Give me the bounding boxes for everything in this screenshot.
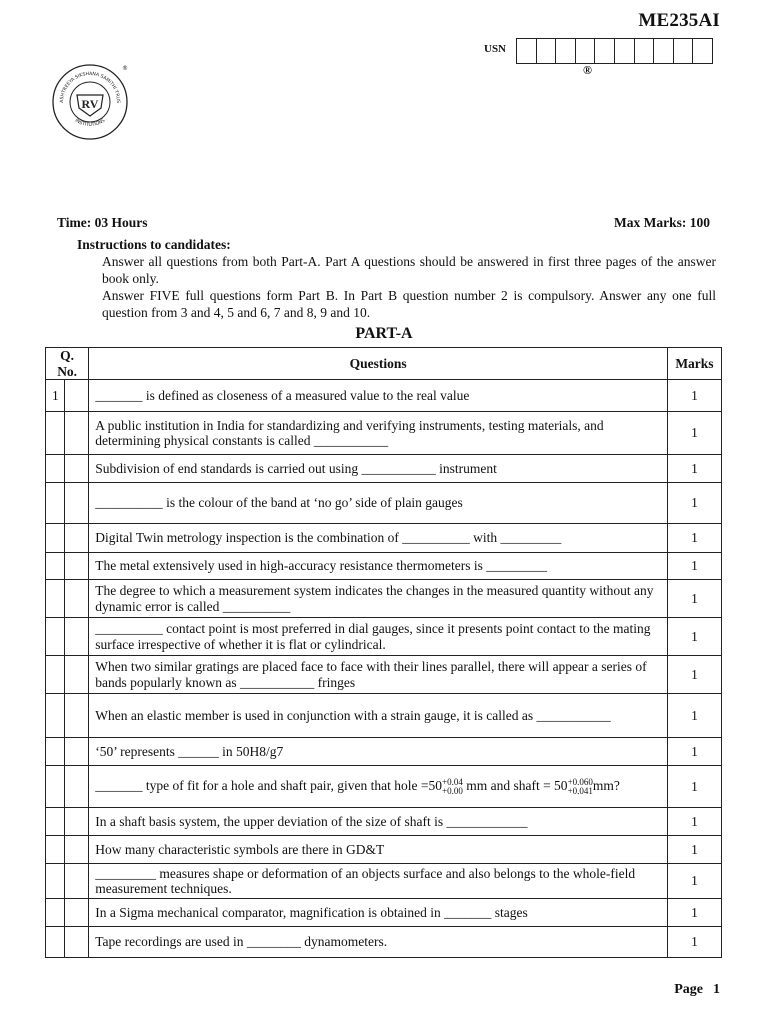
question-marks: 1: [667, 808, 721, 836]
table-row: [46, 553, 722, 580]
question-text: __________ contact point is most preferred in dial gauges, since it presents point contact to the mating surface irrespective of whether it is flat or cylindrical.: [89, 618, 668, 656]
usn-label: USN: [484, 43, 507, 55]
question-text: How many characteristic symbols are there in GD&T: [89, 836, 668, 864]
usn-box[interactable]: [595, 39, 615, 63]
instruction-1: Answer all questions from both Part-A. Part A questions should be answered in first three pages of the answer book only.: [102, 254, 716, 286]
question-text: Subdivision of end standards is carried out using ___________ instrument: [89, 455, 668, 483]
question-marks: 1: [667, 927, 721, 958]
usn-boxes: [516, 38, 713, 64]
sub-question-cell: [65, 694, 89, 738]
question-marks: 1: [667, 656, 721, 694]
logo-initials: RV: [81, 97, 99, 111]
question-marks: 1: [667, 738, 721, 766]
sub-question-cell: [65, 738, 89, 766]
logo-bottom-text: INSTITUTIONS: [73, 118, 107, 129]
usn-box[interactable]: [556, 39, 576, 63]
question-marks: 1: [667, 836, 721, 864]
instructions-heading: Instructions to candidates:: [77, 237, 231, 252]
question-number: [46, 455, 65, 483]
question-marks: 1: [667, 483, 721, 524]
question-text: The degree to which a measurement system indicates the changes in the measured quantity without any dynamic error is called __________: [89, 580, 668, 618]
question-number: [46, 738, 65, 766]
table-row: [46, 694, 722, 738]
header-marks: Marks: [667, 348, 721, 380]
questions-table: [45, 347, 722, 958]
sub-question-cell: [65, 412, 89, 455]
question-text: In a Sigma mechanical comparator, magnification is obtained in _______ stages: [89, 899, 668, 927]
usn-box[interactable]: [635, 39, 655, 63]
question-text: _______ is defined as closeness of a measured value to the real value: [89, 380, 668, 412]
question-text: The metal extensively used in high-accuracy resistance thermometers is _________: [89, 553, 668, 580]
exam-duration: Time: 03 Hours: [57, 215, 148, 230]
question-marks: 1: [667, 864, 721, 899]
question-text: Digital Twin metrology inspection is the combination of __________ with _________: [89, 524, 668, 553]
question-marks: 1: [667, 455, 721, 483]
table-row: [46, 864, 722, 899]
table-row: [46, 618, 722, 656]
usn-box[interactable]: [615, 39, 635, 63]
question-number: [46, 808, 65, 836]
sub-question-cell: [65, 766, 89, 808]
table-row: [46, 836, 722, 864]
table-header-row: [46, 348, 722, 380]
table-row: [46, 808, 722, 836]
sub-question-cell: [65, 580, 89, 618]
question-text: In a shaft basis system, the upper deviation of the size of shaft is ____________: [89, 808, 668, 836]
usn-box[interactable]: [693, 39, 713, 63]
part-title: PART-A: [355, 325, 413, 342]
question-number: [46, 524, 65, 553]
question-number: [46, 836, 65, 864]
sub-question-cell: [65, 524, 89, 553]
logo-registered-mark: ®: [122, 65, 128, 72]
sub-question-cell: [65, 927, 89, 958]
question-marks: 1: [667, 580, 721, 618]
page-number: 1: [713, 982, 720, 997]
max-marks: Max Marks: 100: [614, 215, 710, 230]
table-row: [46, 656, 722, 694]
usn-box[interactable]: [674, 39, 694, 63]
course-code: ME235AI: [638, 10, 720, 31]
instruction-2: Answer FIVE full questions form Part B. In Part B question number 2 is compulsory. Answer any one full question from 3 and 4, 5 and 6, 7 and 8, 9 and 10.: [102, 288, 716, 320]
header-questions: Questions: [89, 348, 668, 380]
question-marks: 1: [667, 899, 721, 927]
question-text: __________ is the colour of the band at ‘no go’ side of plain gauges: [89, 483, 668, 524]
question-text: When two similar gratings are placed face to face with their lines parallel, there will appear a series of bands popularly known as ___________ fringes: [89, 656, 668, 694]
sub-question-cell: [65, 808, 89, 836]
logo-top-text: ASHTREEYA SIKSHANA SAMITHI TRUS: [59, 71, 121, 104]
sub-question-cell: [65, 455, 89, 483]
table-row: [46, 524, 722, 553]
usn-box[interactable]: [654, 39, 674, 63]
table-row: [46, 738, 722, 766]
sub-question-cell: [65, 899, 89, 927]
usn-box[interactable]: [576, 39, 596, 63]
question-number: [46, 899, 65, 927]
question-number: [46, 412, 65, 455]
question-number: [46, 618, 65, 656]
question-marks: 1: [667, 766, 721, 808]
question-number: [46, 766, 65, 808]
question-text: A public institution in India for standardizing and verifying instruments, testing materials, and determining physical constants is called ___________: [89, 412, 668, 455]
question-number: [46, 580, 65, 618]
question-number: [46, 656, 65, 694]
registered-mark: ®: [583, 63, 592, 77]
sub-question-cell: [65, 483, 89, 524]
question-marks: 1: [667, 553, 721, 580]
rv-logo-icon: [50, 62, 130, 142]
question-text: _________ measures shape or deformation of an objects surface and also belongs to the whole-field measurement techniques.: [89, 864, 668, 899]
sub-question-cell: [65, 553, 89, 580]
page-footer: [674, 982, 720, 998]
sub-question-cell: [65, 656, 89, 694]
question-marks: 1: [667, 412, 721, 455]
table-row: [46, 899, 722, 927]
sub-question-cell: [65, 380, 89, 412]
question-number: [46, 483, 65, 524]
page-label: Page: [674, 982, 703, 997]
question-number: 1: [46, 380, 65, 412]
question-text: Tape recordings are used in ________ dynamometers.: [89, 927, 668, 958]
question-rows: [46, 380, 722, 958]
sub-question-cell: [65, 618, 89, 656]
table-row: [46, 927, 722, 958]
question-number: [46, 864, 65, 899]
question-marks: 1: [667, 380, 721, 412]
question-number: [46, 553, 65, 580]
usn-box[interactable]: [517, 39, 537, 63]
question-marks: 1: [667, 618, 721, 656]
table-row: [46, 380, 722, 412]
table-row: [46, 412, 722, 455]
question-text: ‘50’ represents ______ in 50H8/g7: [89, 738, 668, 766]
table-row: [46, 455, 722, 483]
header-qno: Q. No.: [46, 348, 89, 380]
question-marks: 1: [667, 694, 721, 738]
question-number: [46, 927, 65, 958]
sub-question-cell: [65, 836, 89, 864]
table-row: [46, 483, 722, 524]
question-number: [46, 694, 65, 738]
sub-question-cell: [65, 864, 89, 899]
table-row: [46, 580, 722, 618]
usn-box[interactable]: [537, 39, 557, 63]
question-marks: 1: [667, 524, 721, 553]
question-text: When an elastic member is used in conjunction with a strain gauge, it is called as ___________: [89, 694, 668, 738]
question-text: _______ type of fit for a hole and shaft pair, given that hole =50+0.04 +0.00 mm and shaft = 50+0.060 +0.041mm?: [89, 766, 668, 808]
table-row: [46, 766, 722, 808]
